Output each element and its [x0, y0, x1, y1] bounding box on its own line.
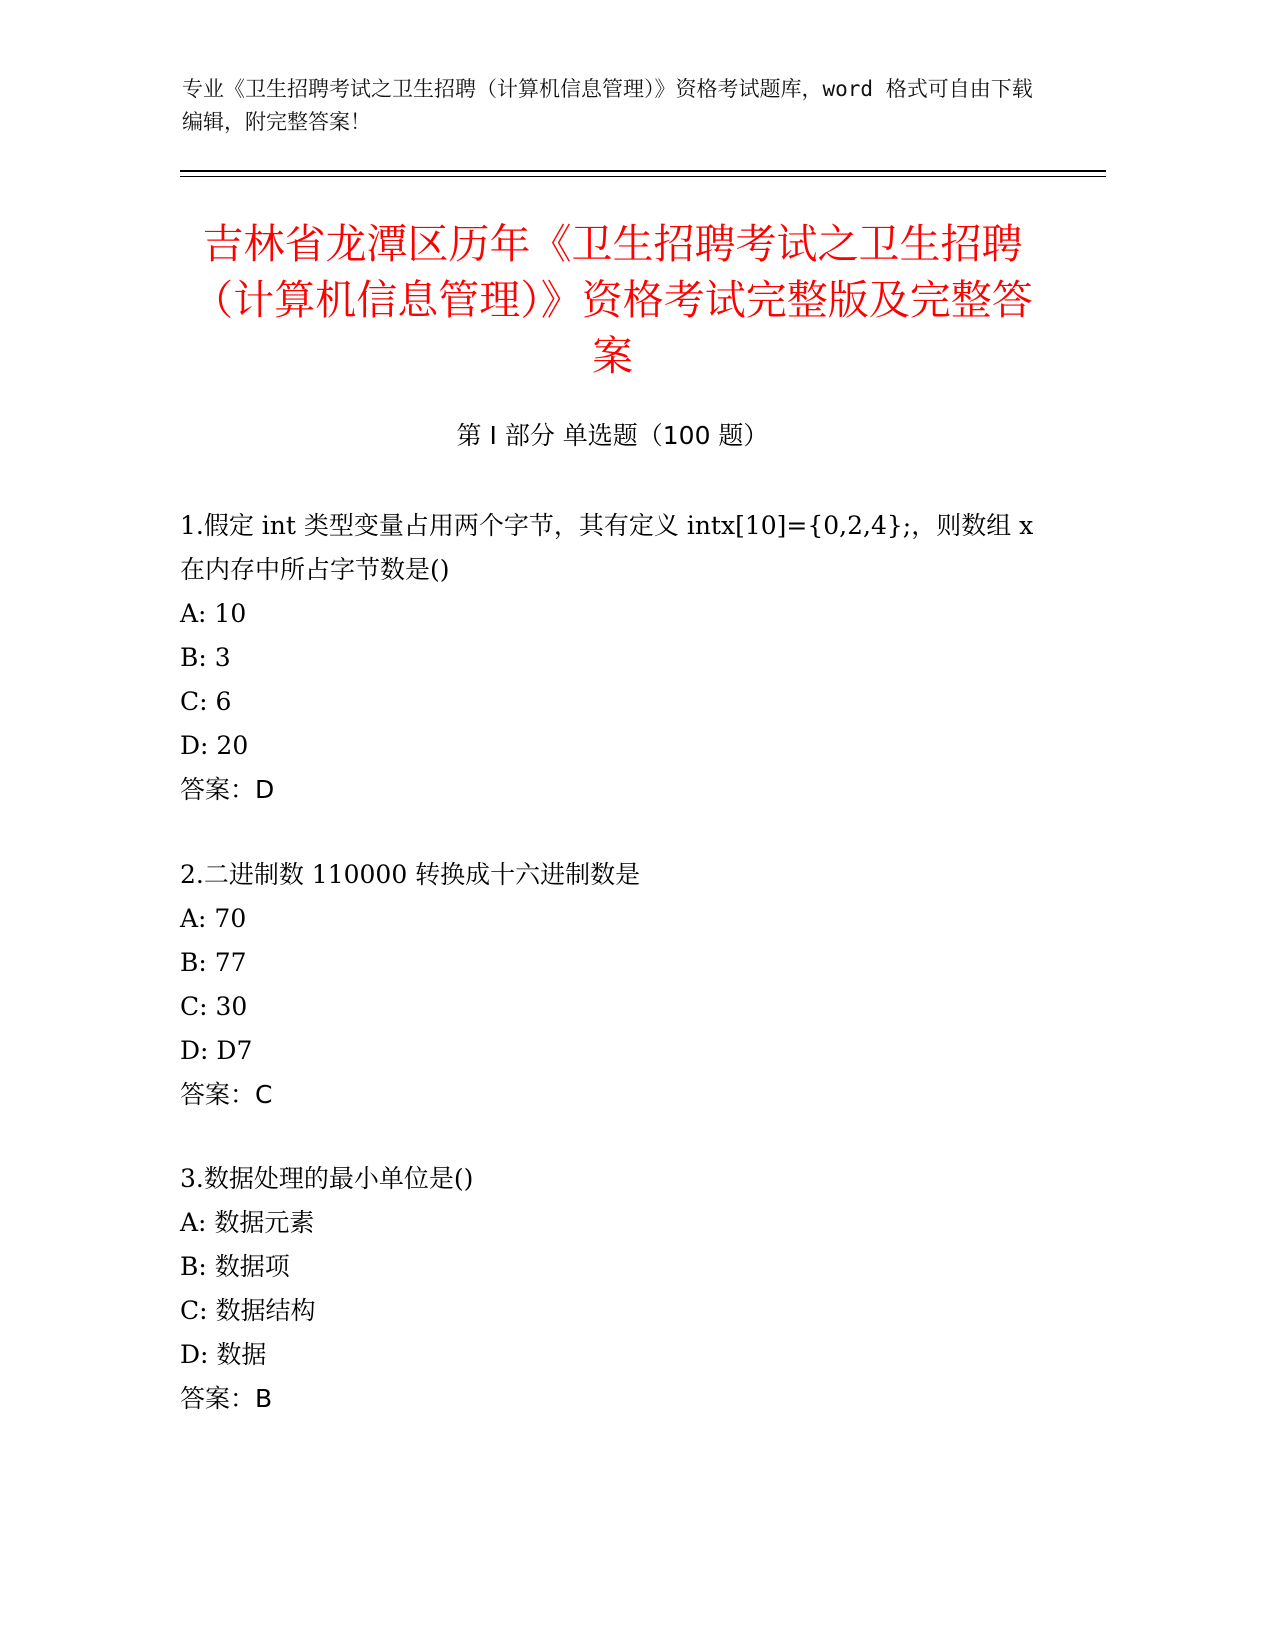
question-stem: 3.数据处理的最小单位是() — [180, 1164, 474, 1193]
section-title: 第 I 部分 单选题（100 题） — [456, 421, 769, 450]
option-c: C: 30 — [180, 992, 248, 1021]
option-d: D: D7 — [180, 1036, 253, 1065]
question-stem: 1.假定 int 类型变量占用两个字节，其有定义 intx[10]={0,2,4};，则数组 x 在内存中所占字节数是() — [180, 511, 1034, 584]
answer: 答案：B — [180, 1384, 273, 1413]
question-2 — [180, 853, 1060, 1117]
document-title: 吉林省龙潭区历年《卫生招聘考试之卫生招聘（计算机信息管理）》资格考试完整版及完整答案 — [192, 220, 1033, 380]
question-3 — [180, 1157, 1060, 1421]
answer: 答案：C — [180, 1080, 273, 1109]
option-a: A: 10 — [180, 599, 247, 628]
option-d: D: 数据 — [180, 1340, 267, 1369]
option-b: B: 数据项 — [180, 1252, 290, 1281]
option-c: C: 数据结构 — [180, 1296, 316, 1325]
header-divider-thin — [180, 176, 1106, 177]
header-divider-thick — [180, 170, 1106, 172]
option-c: C: 6 — [180, 687, 232, 716]
option-d: D: 20 — [180, 731, 249, 760]
question-stem: 2.二进制数 110000 转换成十六进制数是 — [180, 860, 641, 889]
header-note: 专业《卫生招聘考试之卫生招聘（计算机信息管理）》资格考试题库，word 格式可自由下载编辑，附完整答案！ — [182, 77, 1033, 134]
option-a: A: 数据元素 — [180, 1208, 315, 1237]
option-a: A: 70 — [180, 904, 247, 933]
answer: 答案：D — [180, 775, 275, 804]
question-1 — [180, 504, 1060, 812]
option-b: B: 3 — [180, 643, 231, 672]
option-b: B: 77 — [180, 948, 247, 977]
